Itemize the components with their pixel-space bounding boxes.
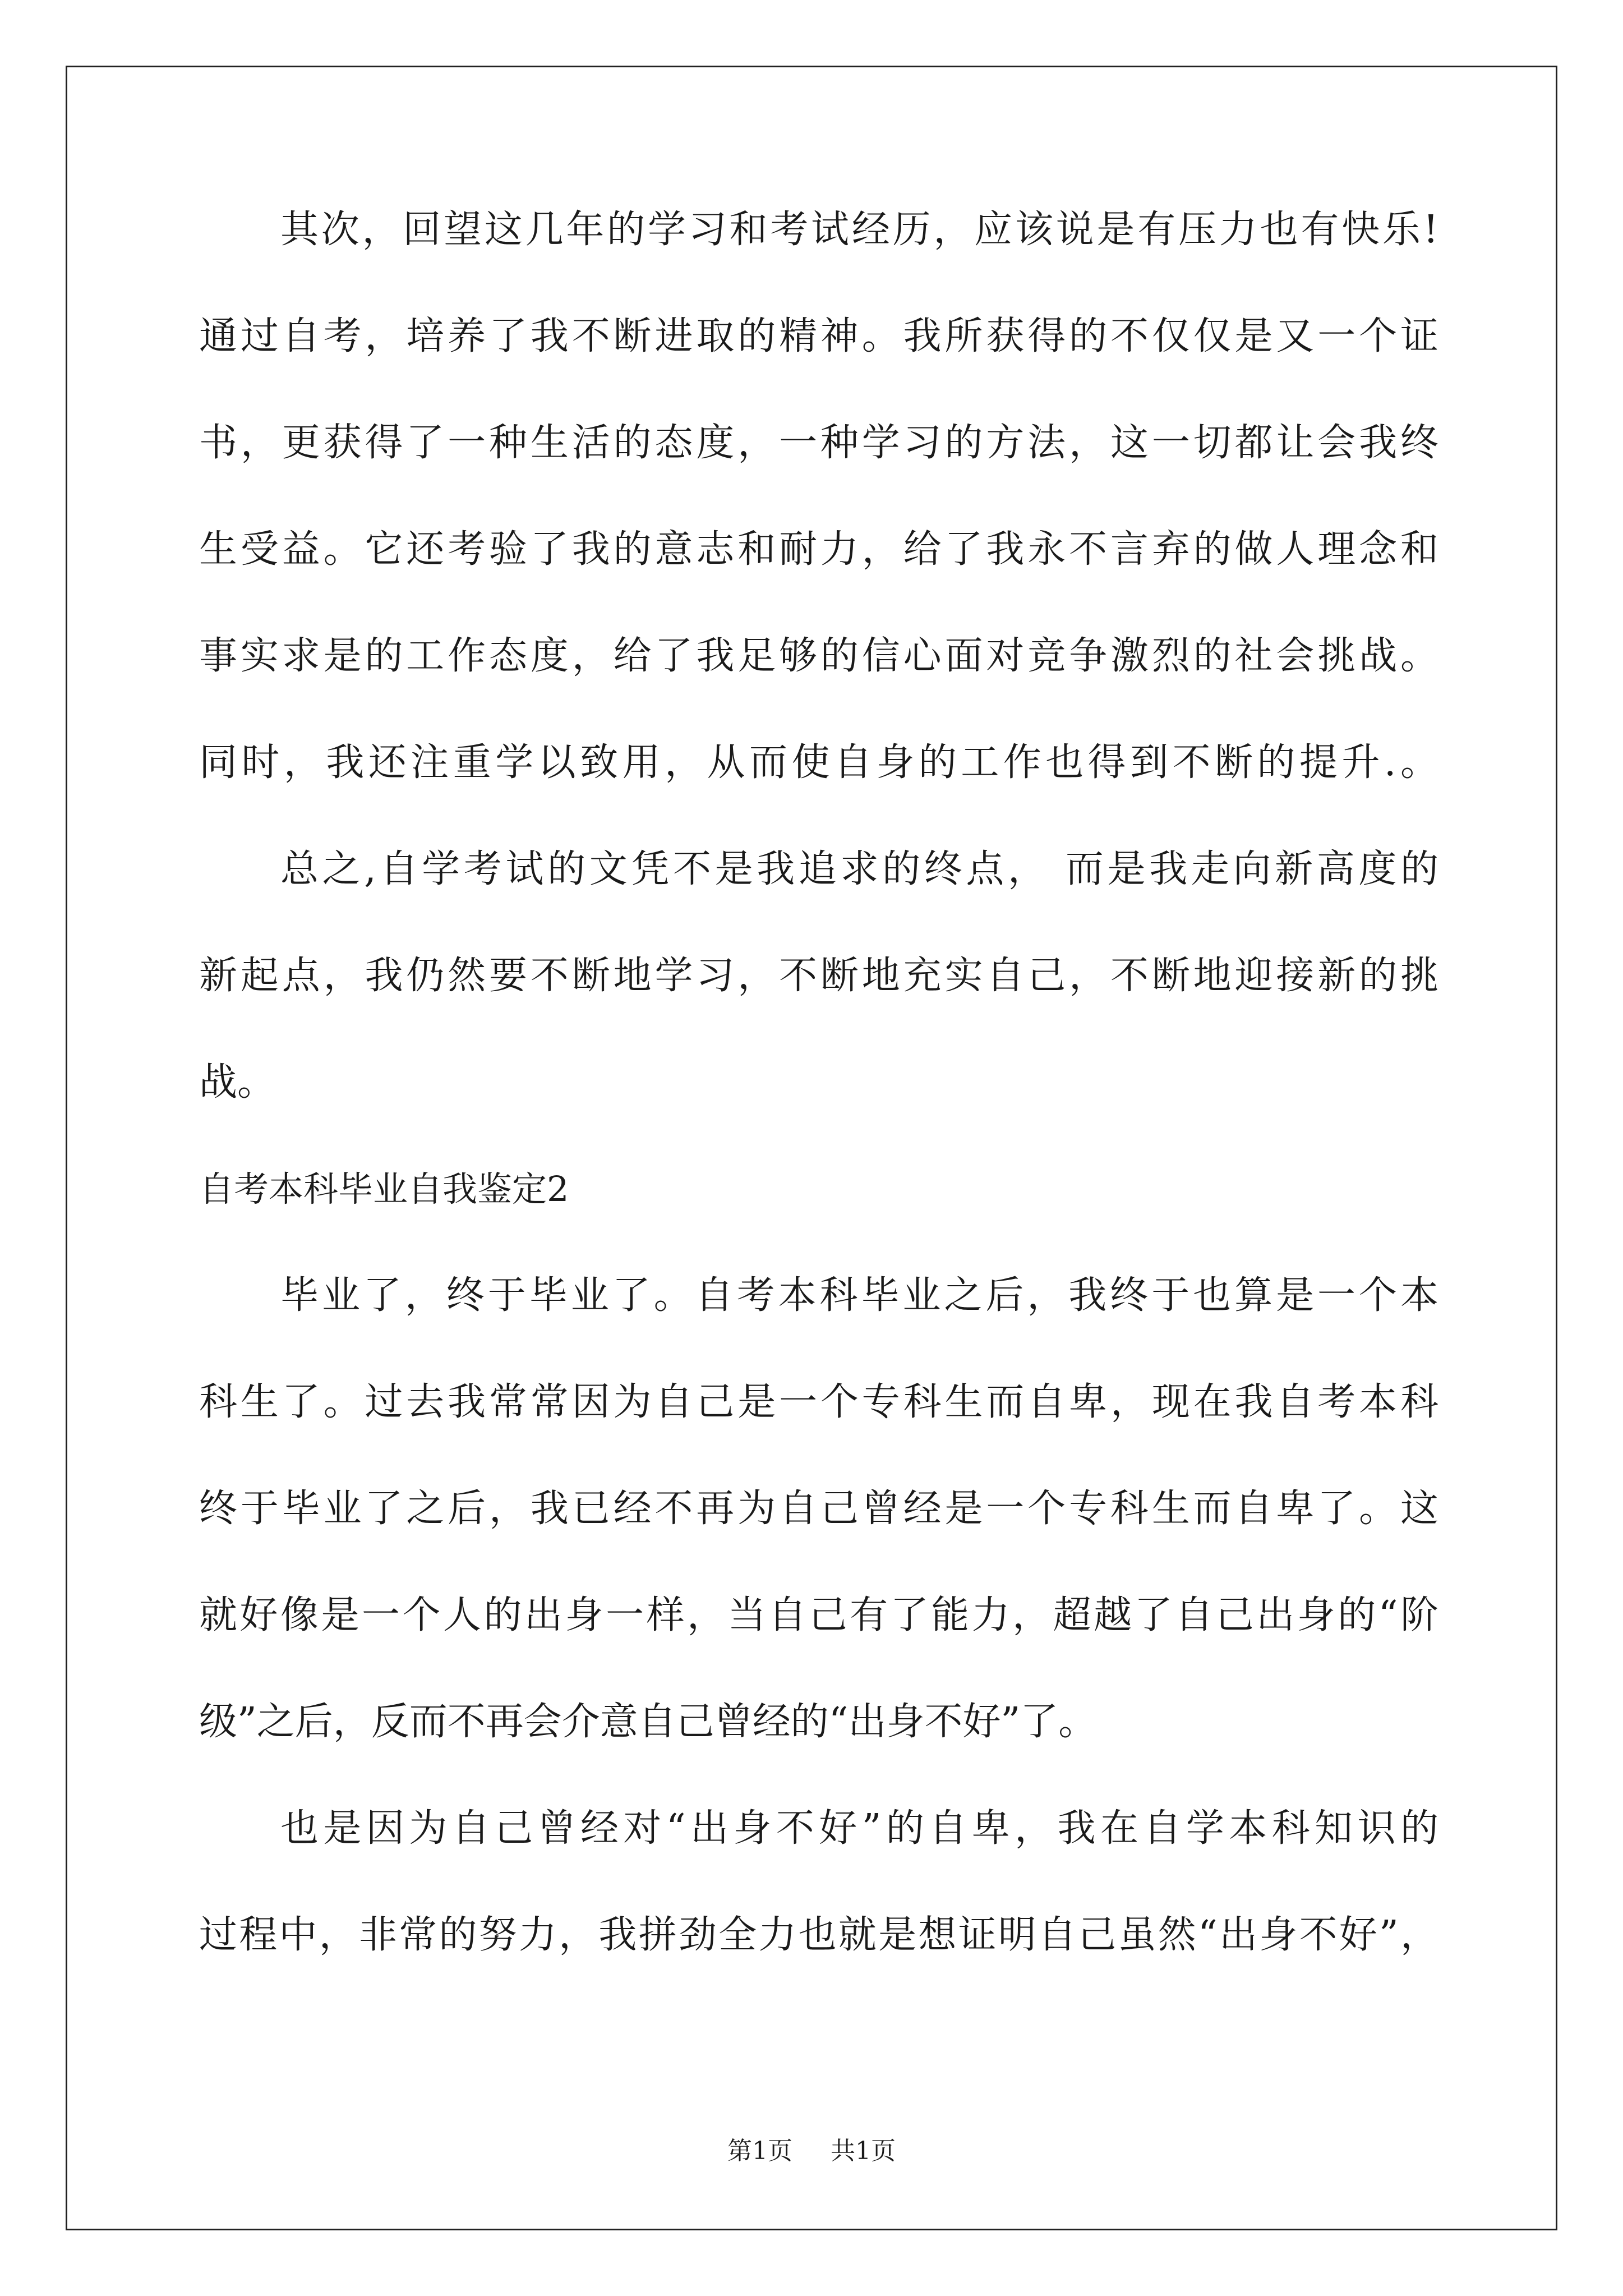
page-border xyxy=(66,66,1557,2230)
paragraph-line: 科生了。过去我常常因为自己是一个专科生而自卑，现在我自考本科 xyxy=(199,1380,1438,1424)
paragraph-line: 总之,自学考试的文凭不是我追求的终点， 而是我走向新高度的 xyxy=(280,847,1438,891)
paragraph-line: 事实求是的工作态度，给了我足够的信心面对竞争激烈的社会挑战。 xyxy=(199,634,1438,678)
paragraph-line: 通过自考，培养了我不断进取的精神。我所获得的不仅仅是又一个证 xyxy=(199,314,1438,358)
page-footer xyxy=(0,2134,1623,2168)
paragraph-line: 也是因为自己曾经对“出身不好”的自卑，我在自学本科知识的 xyxy=(280,1806,1438,1851)
paragraph-line: 毕业了，终于毕业了。自考本科毕业之后，我终于也算是一个本 xyxy=(280,1273,1438,1318)
paragraph-line: 书，更获得了一种生活的态度，一种学习的方法，这一切都让会我终 xyxy=(199,421,1438,465)
paragraph-line: 同时，我还注重学以致用，从而使自身的工作也得到不断的提升.。 xyxy=(199,740,1438,785)
paragraph-line: 就好像是一个人的出身一样，当自己有了能力，超越了自己出身的“阶 xyxy=(199,1593,1438,1637)
paragraph-line: 终于毕业了之后，我已经不再为自己曾经是一个专科生而自卑了。这 xyxy=(199,1487,1438,1531)
page-total: 共1页 xyxy=(831,2137,896,2165)
paragraph-line: 生受益。它还考验了我的意志和耐力，给了我永不言弃的做人理念和 xyxy=(199,527,1438,572)
page-number: 第1页 xyxy=(727,2137,792,2165)
paragraph-line: 过程中，非常的努力，我拼劲全力也就是想证明自己虽然“出身不好”， xyxy=(199,1913,1438,1957)
section-heading: 自考本科毕业自我鉴定2 xyxy=(199,1168,569,1209)
paragraph-line: 新起点，我仍然要不断地学习，不断地充实自己，不断地迎接新的挑 xyxy=(199,954,1438,998)
paragraph-line: 战。 xyxy=(199,1060,276,1105)
paragraph-line: 其次，回望这几年的学习和考试经历，应该说是有压力也有快乐! xyxy=(280,208,1438,252)
paragraph-line: 级”之后，反而不再会介意自己曾经的“出身不好”了。 xyxy=(199,1700,1097,1744)
